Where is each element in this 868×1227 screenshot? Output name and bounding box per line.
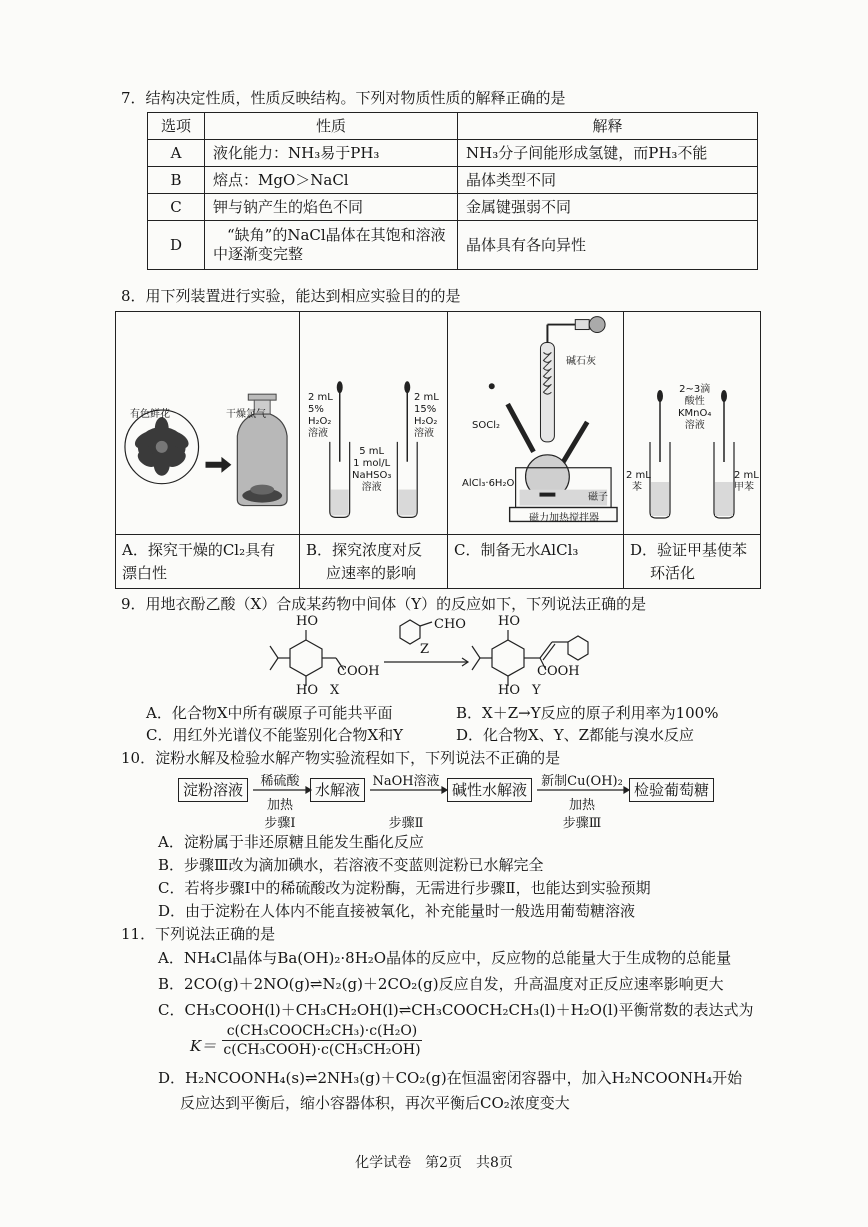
page-footer: 化学试卷 第2页 共8页	[355, 1155, 513, 1171]
q8-caption-b	[300, 534, 447, 588]
cell-line: 中逐渐变完整	[213, 245, 304, 263]
arrow3-bottom: 加热	[568, 798, 595, 813]
label-line: H₂O₂	[414, 416, 438, 427]
z-cho: CHO	[434, 617, 466, 632]
q10-option-a: A．淀粉属于非还原糖且能发生酯化反应	[158, 833, 424, 851]
q11-option-d-line1: D．H₂NCOONH₄(s)⇌2NH₃(g)＋CO₂(g)在恒温密闭容器中，加入H₂NCOONH₄开始	[158, 1069, 743, 1087]
q10-stem: 10．淀粉水解及检验水解产物实验流程如下，下列说法不正确的是	[121, 749, 561, 767]
q7-stem: 7．结构决定性质，性质反映结构。下列对物质性质的解释正确的是	[121, 89, 566, 107]
caption-line: 漂白性	[122, 564, 168, 582]
toluene-label	[734, 470, 759, 494]
table-cell	[205, 221, 458, 270]
q8-cell-a	[116, 312, 300, 588]
q9-stem: 9．用地衣酚乙酸（X）合成某药物中间体（Y）的反应如下，下列说法正确的是	[121, 595, 647, 613]
table-row	[148, 194, 758, 221]
z-label: Z	[420, 642, 430, 657]
gas-label: 干燥氯气	[226, 409, 266, 420]
socl2-label: SOCl₂	[472, 420, 500, 431]
caption-line: B．探究浓度对反	[306, 541, 423, 559]
label-line: 酸性	[684, 396, 705, 407]
q11-option-a: A．NH₄Cl晶体与Ba(OH)₂·8H₂O晶体的反应中，反应物的总能量大于生成物的总能量	[158, 949, 732, 967]
arrow1-top: 稀硫酸	[260, 774, 300, 789]
table-cell: 熔点：MgO＞NaCl	[205, 167, 458, 194]
table-header: 解释	[458, 113, 758, 140]
table-row	[148, 221, 758, 270]
arrow2-top: NaOH溶液	[372, 774, 440, 789]
caption-line: C．制备无水AlCl₃	[454, 541, 579, 559]
label-line: 5%	[308, 404, 324, 415]
cell-line: “缺角”的NaCl晶体在其饱和溶液	[227, 226, 446, 244]
label-line: NaHSO₃	[352, 470, 392, 481]
label-line: 甲苯	[734, 482, 754, 493]
label-line: 2 mL	[414, 392, 439, 403]
label-line: 溶液	[684, 420, 705, 431]
lime-label: 碱石灰	[566, 356, 596, 367]
q9-option-a: A．化合物X中所有碳原子可能共平面	[146, 704, 393, 722]
alcl3-label: AlCl₃·6H₂O	[462, 478, 515, 489]
q8-caption-c	[448, 534, 623, 588]
heater-label: 磁力加热搅拌器	[529, 513, 599, 524]
k-denominator: c(CH₃COOH)·c(CH₃CH₂OH)	[223, 1042, 421, 1058]
label-line: 2 mL	[308, 392, 333, 403]
table-cell: B	[148, 167, 205, 194]
arrow3-top: 新制Cu(OH)₂	[541, 774, 623, 789]
caption-line: A．探究干燥的Cl₂具有	[122, 541, 276, 559]
q10-option-c: C．若将步骤Ⅰ中的稀硫酸改为淀粉酶，无需进行步骤Ⅱ，也能达到实验预期	[158, 879, 651, 897]
q9-option-c: C．用红外光谱仪不能鉴别化合物X和Y	[146, 726, 404, 744]
y-ho-top: HO	[498, 614, 520, 629]
k-fraction	[222, 1022, 422, 1059]
y-cooh: COOH	[537, 664, 580, 679]
q9-option-d: D．化合物X、Y、Z都能与溴水反应	[456, 726, 695, 744]
table-cell: C	[148, 194, 205, 221]
q9-option-b: B．X＋Z→Y反应的原子利用率为100%	[456, 704, 719, 722]
stir-bar-label: 磁子	[588, 492, 608, 503]
label-line: 1 mol/L	[353, 458, 391, 469]
table-cell: A	[148, 140, 205, 167]
arrow3-step: 步骤Ⅲ	[562, 816, 602, 831]
k-numerator: c(CH₃COOCH₂CH₃)·c(H₂O)	[226, 1023, 418, 1039]
x-ho-bottom: HO	[296, 683, 318, 698]
q8-stem: 8．用下列装置进行实验，能达到相应实验目的的是	[121, 287, 461, 305]
q11-option-d-line2: 反应达到平衡后，缩小容器体积，再次平衡后CO₂浓度变大	[180, 1094, 570, 1112]
table-cell: D	[148, 221, 205, 270]
y-ho-bottom: HO	[498, 683, 520, 698]
x-label: X	[330, 683, 340, 698]
q8-cell-c	[448, 312, 624, 588]
label-line: 溶液	[361, 482, 382, 493]
label-line: 2 mL	[626, 470, 651, 481]
table-header-row	[148, 113, 758, 140]
caption-line: 环活化	[650, 564, 696, 582]
label-line: H₂O₂	[308, 416, 332, 427]
table-row	[148, 140, 758, 167]
flow-box-starch: 淀粉溶液	[178, 778, 248, 802]
flower-label: 有色鲜花	[130, 409, 170, 420]
arrow1-bottom: 加热	[266, 798, 293, 813]
q8-figure-grid	[115, 311, 761, 589]
table-header: 性质	[205, 113, 458, 140]
q11-stem: 11．下列说法正确的是	[121, 925, 276, 943]
table-cell: 液化能力：NH₃易于PH₃	[205, 140, 458, 167]
y-label: Y	[532, 683, 541, 698]
table-cell: 晶体具有各向异性	[458, 221, 758, 270]
table-cell: 钾与钠产生的焰色不同	[205, 194, 458, 221]
q10-option-d: D．由于淀粉在人体内不能直接被氧化，补充能量时一般选用葡萄糖溶液	[158, 902, 636, 920]
arrow1-step: 步骤Ⅰ	[264, 816, 296, 831]
x-cooh: COOH	[337, 664, 380, 679]
flow-box-alkaline: 碱性水解液	[447, 778, 532, 802]
caption-line: 应速率的影响	[326, 564, 417, 582]
q7-table	[147, 112, 758, 270]
q8-caption-a	[116, 534, 299, 588]
label-line: 2~3滴	[679, 384, 711, 395]
kmno4-label	[678, 384, 711, 432]
q11-option-b: B．2CO(g)＋2NO(g)⇌N₂(g)＋2CO₂(g)反应自发，升高温度对正反应速率影响更大	[158, 975, 724, 993]
middle-reagent-label	[352, 446, 391, 494]
q8-cell-b	[300, 312, 448, 588]
label-line: 苯	[632, 482, 642, 493]
label-line: 5 mL	[359, 446, 385, 457]
table-cell: NH₃分子间能形成氢键，而PH₃不能	[458, 140, 758, 167]
table-header: 选项	[148, 113, 205, 140]
label-line: 2 mL	[734, 470, 759, 481]
benzene-label	[626, 470, 651, 494]
label-line: KMnO₄	[678, 408, 712, 419]
table-cell: 金属键强弱不同	[458, 194, 758, 221]
q8-cell-d	[624, 312, 760, 588]
caption-line: D．验证甲基使苯	[630, 541, 748, 559]
arrow2-step: 步骤Ⅱ	[388, 816, 424, 831]
left-reagent-label	[308, 392, 333, 440]
label-line: 溶液	[414, 428, 434, 439]
label-line: 溶液	[308, 428, 328, 439]
q8-caption-d	[624, 534, 760, 588]
q11-option-c: C．CH₃COOH(l)＋CH₃CH₂OH(l)⇌CH₃COOCH₂CH₃(l)＋H₂O(l)平衡常数的表达式为	[158, 1001, 754, 1019]
equilibrium-k: K＝	[190, 1037, 217, 1055]
table-cell: 晶体类型不同	[458, 167, 758, 194]
flower-bottle-figure	[116, 312, 299, 534]
flow-box-glucose: 检验葡萄糖	[629, 778, 714, 802]
table-row	[148, 167, 758, 194]
label-line: 15%	[414, 404, 437, 415]
q10-option-b: B．步骤Ⅲ改为滴加碘水，若溶液不变蓝则淀粉已水解完全	[158, 856, 544, 874]
flow-box-hydrolysate: 水解液	[310, 778, 365, 802]
right-reagent-label	[414, 392, 439, 440]
x-ho-top: HO	[296, 614, 318, 629]
